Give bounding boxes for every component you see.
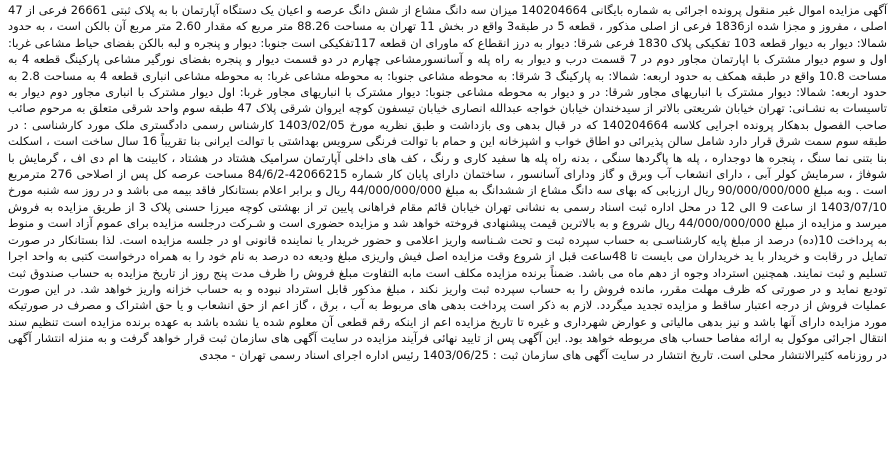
auction-notice-text: آگهی مزایده اموال غیر منقول پرونده اجرائی به شماره بایگانی 140204664 میزان سه دانگ مشاع از شش دانگ عرصه و اعیان یک دستگاه آپارتمان با به پلاک ثبتی 26661 فرعی از 47 اصلی ، مفروز و مجزا شده از1836 فرعی از اصلی مذکور ، قطعه 5 در طبقه3 واقع در بخش 11 تهران به مساحت 88.26 متر مربع که مقدار 2.60 متر مربع آن بالکن است ، به حدود شمالا: دیوار به دیوار قطعه 103 تفکیکی پلاک 1830 فرعی شرقا: دیوار به درز انقطاع که ماورای ان قطعه 117تفکیکی است جنوبا: دیوار و پنجره و لبه بالکن بفضای حیاط مشاعی غربا: اول و سوم دیوار مشترک با اپارتمان مجاور دوم در 7 قسمت درب و دیوار به راه پله و آسانسورمشاعی چهارم در دو قسمت دیوار و پنجره بفضای نورگیر مشاعی پارکینگ قطعه 4 به مساحت 10.8 واقع در طبقه همکف به حدود اربعه: شمالا: به پارکینگ 3 شرقا: به محوطه مشاعی جنوبا: به محوطه مشاعی غربا: به محوطه مشاعی انباری قطعه 4 به مساحت 2.8 به حدود اربعه: شمالا: دیوار مشترک با انباریهای مجاور شرقا: در و دیوار به محوطه مشاعی جنوبا: دیوار مشترک با انباریهای مجاور غربا: اول دیوار مشترک با انباری مجاور دوم دیوار به تاسیسات به نشـانی: تهران خیابان شریعتی بالاتر از سیدخندان خیابان خواجه عبدالله انصاری خیابان تیسفون کوچه ایروان شرقی پلاک 47 طبقه سوم واحد شرقی متعلق به مرحوم صائب صاحب الفصول بدهکار پرونده اجرایی کلاسه 140204664 که در قبال بدهی وی بازداشت و طبق نظریه مورخ 1403/02/05 کارشناس رسمی دادگستری ملک مورد کارشناسی : در طبقه سوم سمت شرق قرار دارد شامل سالن پذیرائی دو اطاق خواب و اشپزخانه این و حمام با توالت فرنگی سرویس بهداشتی با توالت ایرانی بنا تقریباً 16 سال ساخت است ، اسکلت بنا بتنی نما سنگ ، پنجره ها دوجداره ، پله ها پاگردها سنگی ، بدنه راه پله ها سفید کاری و رنگ ، کف های داخلی آپارتمان سرامیک هشتاد در هشتاد ، کابینت ها ام دی اف ، گرمایش با شوفاژ ، سرمایش کولر آبی ، دارای انشعاب آب وبرق و گاز ودارای آسانسور ، ساختمان دارای پایان کار شماره 42066215-84/6/2 مساحت عرصه کل پس از اصلاحی 276 مترمربع است . وبه مبلغ 90/000/000/000 ریال ارزیابی که بهای سه دانگ مشاع از ششدانگ به مبلغ 44/000/000/000 ریال و برابر اعلام بستانکار فاقد بیمه می باشد و در روز سه شنبه مورخ 1403/07/10 از ساعت 9 الی 12 در محل اداره ثبت اسناد رسمی به نشانی تهران خیابان قائم مقام فراهانی پایین تر از بهشتی کوچه میرزا حسنی پلاک 3 از طریق مزایده به فروش میرسد و مزایده از مبلغ 44/000/000/000 ریال شروع و به بالاترین قیمت پیشنهادی فروخته خواهد شد و مزایده حضوری است و شـرکت درجلسه مزایده برای عموم آزاد است و منوط به پرداخت 10(ده) درصد از مبلغ پایه کارشناسـی به حساب سپرده ثبت و تحت شـناسه واریز اعلامی و حضور خریدار یا نماینده قانونی او در جلسه مزایده است. لذا بستانکار در صورت تمایل در رقابت و خریدار با ید خریداران می بایست تا 48ساعت قبل از شروع وقت مزایده اصل فیش واریزی مبلغ ودیعه ده درصد به نام خود را به همراه درخواست کتبی به واحد اجرا تسلیم و ثبت نمایند. همچنین استرداد وجوه از دهم ماه می باشد. ضمناً برنده مزایده مکلف است مابه التفاوت مبلغ فروش را ظرف مدت پنج روز از تاریخ مزایده به حساب صندوق ثبت تودیع نماید و در صورتی که ظرف مهلت مقرر، مانده فروش را به حساب سپرده ثبت واریز نکند ، مبلغ مذکور قابل استرداد نبوده و به حساب خزانه واریز خواهد شد. در این صورت عملیات فروش از درجه اعتبار ساقط و مزایده تجدید میگردد. لازم به ذکر است پرداخت بدهی های مربوط به آب ، برق ، گاز اعم از حق انشعاب و یا حق اشتراک و مصرف در صورتیکه مورد مزایده دارای آنها باشد و نیز بدهی مالیاتی و عوارض شهرداری و غیره تا تاریخ مزایده اعم از اینکه رقم قطعی آن معلوم شده یا نشده باشد به عهده برنده مزایده است تنظیم سند انتقال اجرائی موکول به ارائه مفاصا حساب های مربوطه خواهد بود. این آگهی پس از تایید نهائی فرآیند مزایده در سایت آگهی های سازمان ثبت قرار خواهد گرفت و به منزله انتشار آگهی در روزنامه کثیرالانتشار محلی است. تاریخ انتشار در سایت آگهی های سازمان ثبت : 1403/06/25 رئیس اداره اجرای اسناد رسمی تهران - مجدی	[8, 3, 888, 362]
